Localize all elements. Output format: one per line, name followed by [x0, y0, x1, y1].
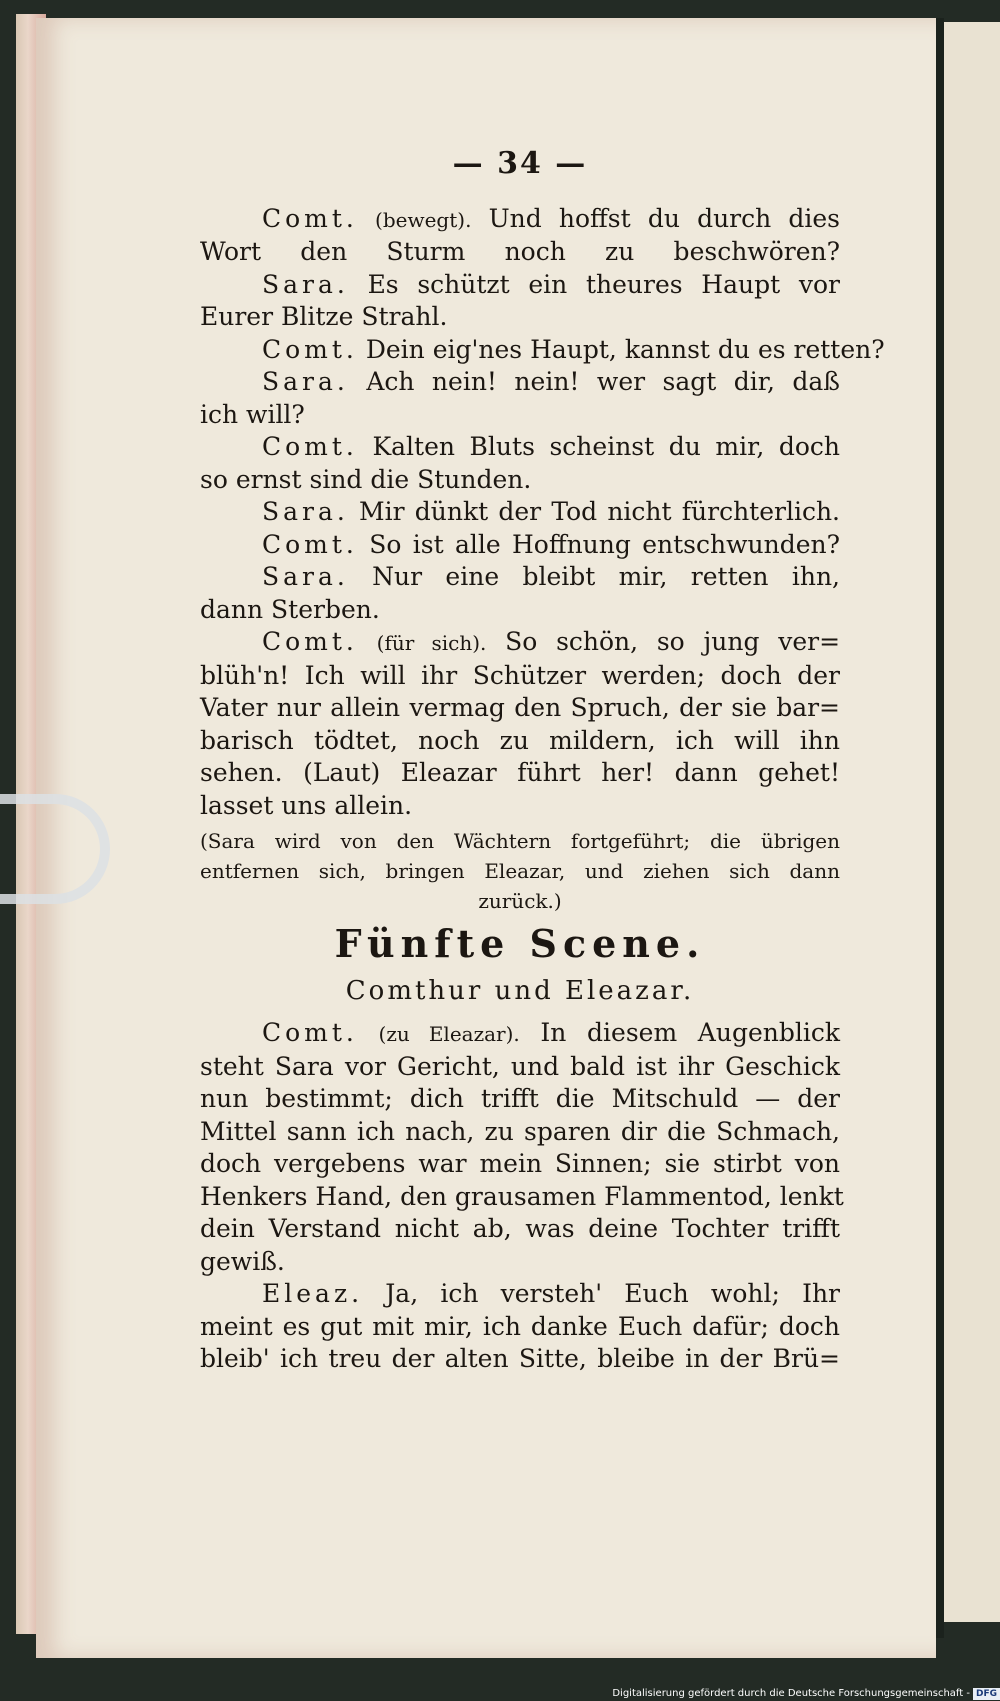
text-line: doch vergebens war mein Sinnen; sie stirbt von [200, 1149, 840, 1178]
stage-direction: (für sich). [376, 631, 487, 655]
text-line [200, 203, 840, 237]
text-line: Mittel sann ich nach, zu sparen dir die Schmach, [200, 1116, 840, 1146]
dialogue-text: Und hoffst du durch dies [488, 203, 840, 233]
stage-direction: (zu Eleazar). [378, 1022, 520, 1046]
dialogue-text: Ja, ich versteh' Euch wohl; Ihr [385, 1279, 840, 1308]
stage-direction: (bewegt). [375, 207, 472, 232]
text-line: Vater nur allein vermag den Spruch, der sie bar= [200, 693, 840, 722]
stage-direction-block [200, 826, 840, 916]
speaker-name: Comt. [262, 529, 358, 559]
digitization-credit [600, 1686, 1000, 1701]
text-line [200, 561, 840, 594]
text-line [200, 1278, 840, 1311]
speaker-name: Sara. [262, 497, 349, 526]
text-line: Wort den Sturm noch zu beschwören? [200, 237, 840, 266]
text-line: nun bestimmt; dich trifft die Mitschuld — der [200, 1084, 840, 1113]
speaker-name: Comt. [262, 203, 358, 233]
text-line [200, 431, 840, 464]
scene-characters: Comthur und Eleazar. [345, 975, 695, 1006]
speaker-name: Comt. [262, 432, 358, 461]
text-line: gewiß. [200, 1246, 285, 1276]
adjacent-page-edge [944, 22, 1000, 1622]
dialogue-text: So ist alle Hoffnung entschwunden? [369, 529, 840, 559]
speaker-name: Eleaz. [262, 1279, 364, 1308]
page-gutter [936, 18, 944, 1638]
speaker-name: Sara. [262, 269, 349, 299]
speaker-name: Comt. [262, 334, 358, 364]
text-line: dein Verstand nicht ab, was deine Tochter trifft [200, 1214, 840, 1243]
speaker-name: Comt. [262, 1018, 358, 1047]
text-line: meint es gut mit mir, ich danke Euch dafür; doch [200, 1311, 840, 1341]
dialogue-text: In diesem Augenblick [540, 1018, 841, 1047]
text-line: lasset uns allein. [200, 790, 413, 820]
text-line [200, 626, 840, 660]
text-line: blüh'n! Ich will ihr Schützer werden; doch der [200, 660, 840, 690]
text-line: entfernen sich, bringen Eleazar, und ziehen sich dann [200, 859, 840, 883]
text-line: sehen. (Laut) Eleazar führt her! dann gehet! [200, 758, 840, 787]
dialogue-text: Es schützt ein theures Haupt vor [367, 269, 840, 299]
text-line: steht Sara vor Gericht, und bald ist ihr Geschick [200, 1051, 840, 1081]
text-line: zurück.) [478, 889, 562, 913]
page-clip [0, 794, 110, 904]
credit-text: Digitalisierung gefördert durch die Deutsche Forschungsgemeinschaft - [612, 1688, 970, 1699]
scene-heading: Fünfte Scene. [334, 921, 706, 966]
text-line [200, 269, 840, 302]
text-line [200, 1017, 840, 1051]
speaker-name: Sara. [262, 562, 349, 591]
dialogue-text: Dein eig'nes Haupt, kannst du es retten? [365, 334, 885, 364]
text-line: barisch tödtet, noch zu mildern, ich will ihn [200, 725, 840, 755]
text-line: (Sara wird von den Wächtern fortgeführt; die übrigen [200, 829, 840, 853]
text-line [200, 496, 840, 529]
dialogue-text: Mir dünkt der Tod nicht fürchterlich. [359, 497, 840, 526]
text-line [200, 529, 840, 562]
text-line: Eurer Blitze Strahl. [200, 302, 448, 331]
text-line: dann Sterben. [200, 594, 380, 624]
speaker-name: Sara. [262, 367, 349, 396]
dialogue-text: Kalten Bluts scheinst du mir, doch [372, 432, 840, 461]
speaker-name: Comt. [262, 627, 358, 656]
dialogue-text: Ach nein! nein! wer sagt dir, daß [366, 367, 840, 396]
text-line [200, 366, 840, 399]
text-line: Henkers Hand, den grausamen Flammentod, lenkt [200, 1181, 844, 1211]
text-line [200, 334, 885, 367]
page-number: — 34 — [452, 146, 588, 181]
dialogue-text: So schön, so jung ver= [505, 627, 841, 656]
text-line: ich will? [200, 399, 305, 429]
text-line: so ernst sind die Stunden. [200, 464, 532, 494]
text-line: bleib' ich treu der alten Sitte, bleibe in der Brü= [200, 1344, 840, 1373]
dialogue-text: Nur eine bleibt mir, retten ihn, [372, 562, 840, 591]
dfg-logo: DFG [973, 1688, 1000, 1700]
page-text [200, 146, 885, 1376]
